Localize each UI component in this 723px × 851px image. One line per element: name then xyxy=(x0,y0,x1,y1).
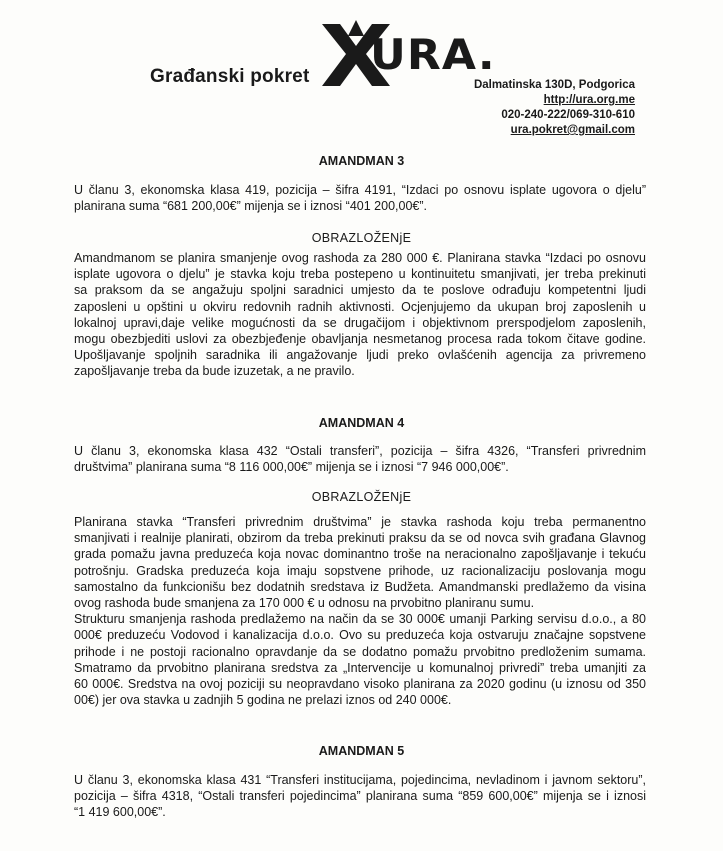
amendment-4-justification-title: OBRAZLOŽENjE xyxy=(311,490,412,504)
text-line: prihode i ne postoji racionalno opravdanje da se dodatno pomažu prvobitno predloženim sumama. xyxy=(74,644,646,659)
text-line: Planirana stavka “Transferi privrednim društvima” je stavka rashoda koju treba permanentno xyxy=(74,515,646,529)
text-line: društvima” planirana suma “8 116 000,00€” mijenja se i iznosi “7 946 000,00€”. xyxy=(74,460,509,475)
text-line: “1 419 600,00€”. xyxy=(74,805,166,820)
amendment-3-justification xyxy=(74,250,646,380)
text-line: zapošljavanje treba da bude izuzetak, a ne pravilo. xyxy=(74,364,355,379)
amendment-4-text xyxy=(74,443,646,475)
text-line: Strukturu smanjenja rashoda predlažemo na način da se 30 000€ umanji Parking servisu d.o.o., a 80 xyxy=(74,612,646,627)
logo-text: URA. xyxy=(370,30,496,79)
text-line: 000€ preduzeću Vodovod i kanalizacija d.o.o. Ovo su preduzeća koja ostvaruju značajne sopstvene xyxy=(74,628,646,643)
text-line: U članu 3, ekonomska klasa 419, pozicija – šifra 4191, “Izdaci po osnovu isplate ugovora o djelu” xyxy=(74,183,646,197)
text-line: Amandmanom se planira smanjenje ovog rashoda za 280 000 €. Planirana stavka “Izdaci po osnovu xyxy=(74,251,646,265)
website-link[interactable]: http://ura.org.me xyxy=(543,94,635,106)
email-link[interactable]: ura.pokret@gmail.com xyxy=(510,124,635,136)
text-line: Upošljavanje spoljnih saradnika ili angažovanje ljudi preko ovlašćenih agencija za privremeno xyxy=(74,348,646,363)
text-line: U članu 3, ekonomska klasa 431 “Transferi institucijama, pojedincima, nevladinom i javnom sektoru”, xyxy=(74,773,646,787)
text-line: lokalnoj upravi,daje velike mogućnosti da se drugačijom i objektivnom prerspodjelom zaposlenih, xyxy=(74,315,646,330)
amendment-3-text xyxy=(74,182,646,214)
amendment-3-justification-title: OBRAZLOŽENjE xyxy=(311,231,412,245)
phone: 020-240-222/069-310-610 xyxy=(501,109,635,121)
amendment-4-justification xyxy=(74,514,646,708)
text-line: Smatramo da prvobitno planirana sredstva za „Intervencije u komunalnoj privredi” treba umanjiti za xyxy=(74,660,646,675)
text-line: isplate ugovora o djelu” je stavka koju treba postepeno u kontinuitetu smanjivati, jer treba prekinuti xyxy=(74,267,646,282)
text-line: samostalno da funkcionišu bez dodatnih sredstava iz Budžeta. Amandmanski predlažemo da visina xyxy=(74,579,646,594)
text-line: pozicija – šifra 4318, “Ostali transferi pojedincima” planirana suma “859 600,00€” mijenja se i iznosi xyxy=(74,789,646,804)
amendment-4-title: AMANDMAN 4 xyxy=(318,416,405,430)
text-line: potrošnju. Gradska preduzeća koja imaju sopstvene prihode, uz racionalizaciju poslovanja mogu xyxy=(74,563,646,578)
text-line: mogu obezbjediti uslovi za obezbjeđenje obavljanja nesmetanog procesa rada tokom čitave godine. xyxy=(74,332,646,347)
amendment-3-title: AMANDMAN 3 xyxy=(318,154,405,168)
text-line: U članu 3, ekonomska klasa 432 “Ostali transferi”, pozicija – šifra 4326, “Transferi privrednim xyxy=(74,444,646,458)
text-line: 60 000€. Sredstva na ovoj poziciji su neopravdano visoko planirana za 2020 godinu (u iznosu od 350 xyxy=(74,677,646,692)
text-line: planirana suma “681 200,00€” mijenja se i iznosi “401 200,00€”. xyxy=(74,199,427,214)
text-line: smanjivati i realnije planirati, obzirom da treba prekinuti praksu da se od novca svih građana Glavnog xyxy=(74,531,646,546)
amendment-5-title: AMANDMAN 5 xyxy=(318,744,405,758)
text-line: zaposleni u opštini u okviru redovnih radnih aktivnosti. Ocjenjujemo da ukupan broj zaposlenih u xyxy=(74,299,646,314)
text-line: 00€) jer ova stavka u zadnjih 5 godina ne prelazi iznos od 240 000€. xyxy=(74,693,452,708)
org-name: Građanski pokret xyxy=(150,66,310,87)
text-line: grada pomažu javna preduzeća koja novac dominantno troše na neracionalno zapošljavanje i tekuću xyxy=(74,547,646,562)
text-line: sa praksom da se angažuju spoljni saradnici umjesto da te poslove odrađuju kompetentni ljudi xyxy=(74,283,646,298)
address: Dalmatinska 130D, Podgorica xyxy=(473,79,635,91)
text-line: ovog rashoda bude smanjena za 170 000 € u odnosu na prvobitno planiranu sumu. xyxy=(74,596,535,611)
contact-block xyxy=(474,78,635,138)
amendment-5-text xyxy=(74,772,646,821)
